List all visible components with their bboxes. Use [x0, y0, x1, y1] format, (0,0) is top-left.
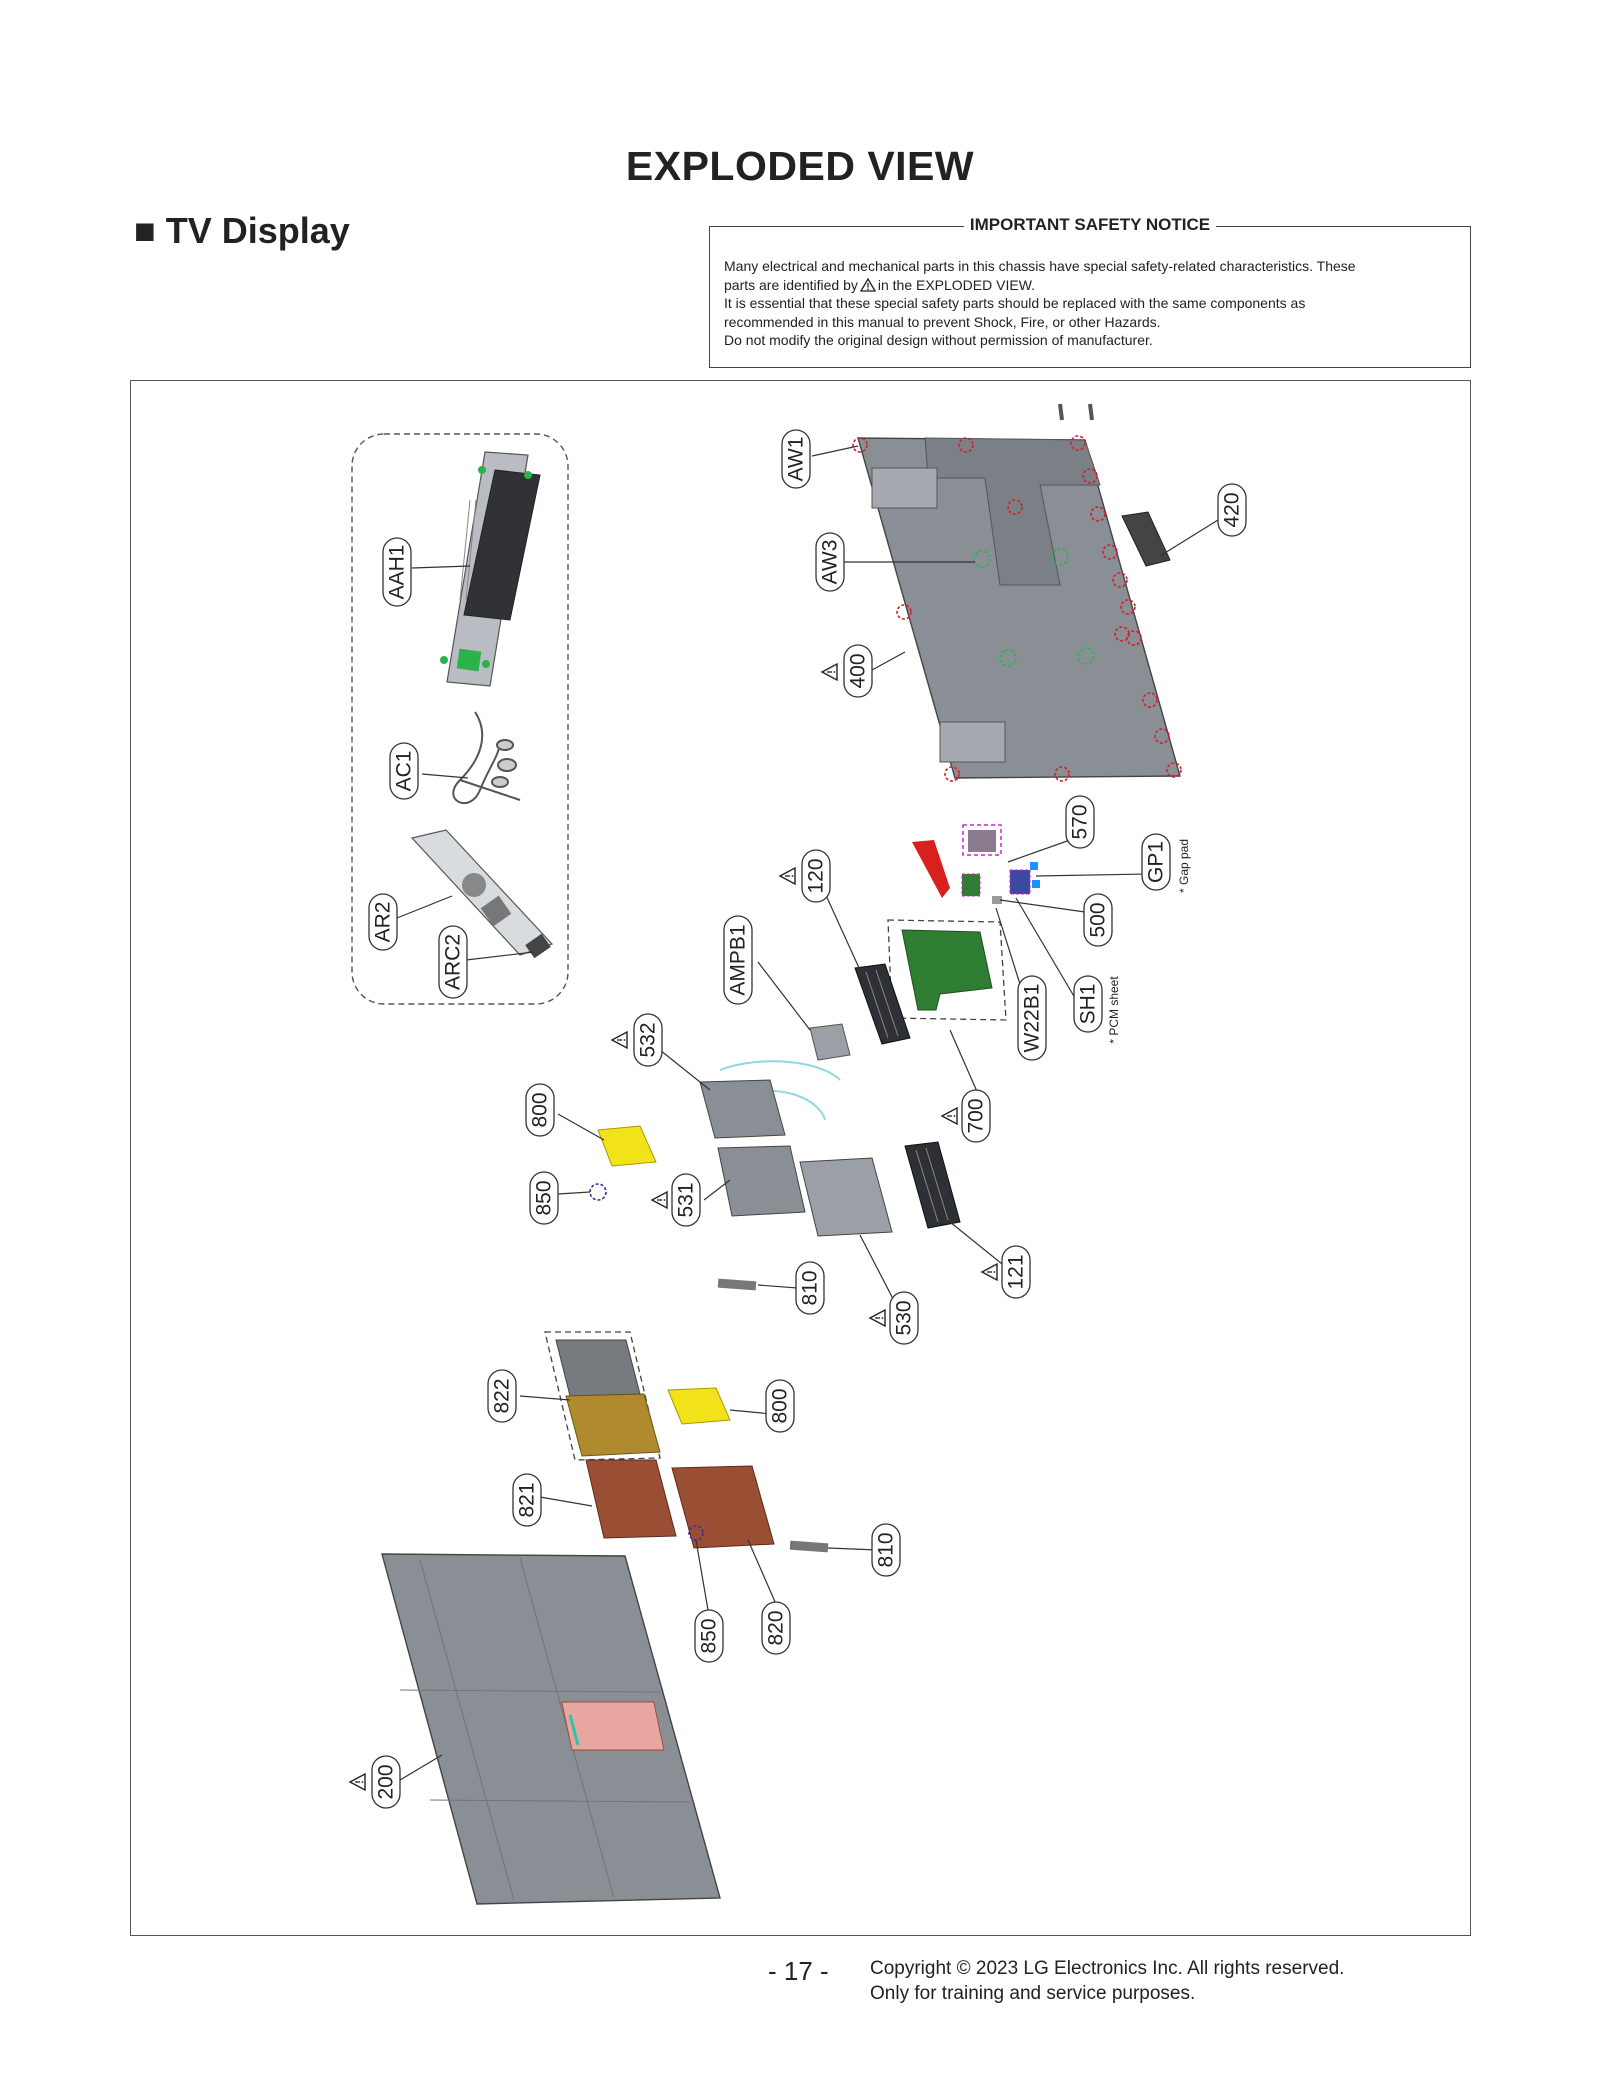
label-810b-text: 810: [874, 1532, 898, 1568]
shield-plates-part: [700, 1080, 892, 1236]
label-531: [672, 1174, 700, 1226]
label-arc2-text: ARC2: [441, 933, 465, 991]
notice-line-2b: in the EXPLODED VIEW.: [877, 276, 1036, 293]
label-121: [1002, 1246, 1030, 1298]
label-sh1: [1074, 976, 1102, 1032]
label-ac1-text: AC1: [392, 750, 416, 792]
safety-notice-heading: IMPORTANT SAFETY NOTICE: [964, 215, 1216, 234]
label-700-text: 700: [964, 1098, 988, 1134]
label-sh1-text: SH1: [1076, 983, 1100, 1025]
label-532-text: 532: [636, 1022, 660, 1058]
label-810a: [796, 1262, 824, 1314]
label-850b-text: 850: [697, 1618, 721, 1654]
label-200: [372, 1756, 400, 1808]
label-850a: [530, 1172, 558, 1224]
sheet-822-top-part: [556, 1340, 640, 1396]
label-aw3: [816, 533, 844, 591]
display-panel-200-part: [382, 1554, 720, 1904]
label-w22b1-text: W22B1: [1020, 983, 1044, 1053]
screw-850a-marker: [590, 1184, 606, 1200]
label-570-text: 570: [1068, 804, 1092, 840]
warning-530-icon: [870, 1310, 885, 1326]
copyright-line-1: Copyright © 2023 LG Electronics Inc. All rights reserved.: [870, 1958, 1345, 1979]
warning-200-icon: [350, 1774, 365, 1790]
notice-line-2a: parts are identified by: [724, 276, 858, 293]
label-822: [488, 1370, 516, 1422]
copyright-line-2: Only for training and service purposes.: [870, 1983, 1196, 2004]
label-120: [802, 850, 830, 902]
notice-line-3: It is essential that these special safety parts should be replaced with the same components as: [724, 295, 1306, 311]
label-arc2: [439, 926, 467, 998]
label-420-text: 420: [1220, 492, 1244, 528]
notice-line-1: Many electrical and mechanical parts in this chassis have special safety-related characteristics. These: [724, 258, 1356, 274]
page-number: - 17 -: [768, 1956, 829, 1986]
section-title: ■ TV Display: [134, 210, 350, 251]
copyright-block: [870, 1956, 1344, 2006]
label-400-text: 400: [846, 653, 870, 689]
label-120-text: 120: [804, 858, 828, 894]
warning-121-icon: [982, 1264, 997, 1280]
label-820: [762, 1602, 790, 1654]
label-ar2: [369, 894, 397, 950]
label-820-text: 820: [764, 1610, 788, 1646]
speaker-120-part: [855, 964, 910, 1044]
label-aah1: [383, 538, 411, 606]
warning-532-icon: [612, 1032, 627, 1048]
notice-line-5: Do not modify the original design without permission of manufacturer.: [724, 332, 1153, 348]
bar-810b-part: [790, 1541, 829, 1553]
label-531-text: 531: [674, 1182, 698, 1218]
label-500-text: 500: [1086, 902, 1110, 938]
yellow-pad-800b-part: [668, 1388, 730, 1424]
label-800a-text: 800: [528, 1092, 552, 1128]
rear-cover-400-part: [858, 438, 1180, 778]
label-850b: [695, 1610, 723, 1662]
label-ar2-text: AR2: [371, 901, 395, 943]
label-ampb1-text: AMPB1: [726, 924, 750, 996]
label-gp1-text: GP1: [1144, 840, 1168, 884]
label-aw3-text: AW3: [818, 539, 842, 585]
label-500: [1084, 894, 1112, 946]
warning-531-icon: [652, 1192, 667, 1208]
warning-700-icon: [942, 1108, 957, 1124]
label-420: [1218, 484, 1246, 536]
label-850a-text: 850: [532, 1180, 556, 1216]
label-121-text: 121: [1004, 1254, 1028, 1290]
label-aah1-text: AAH1: [385, 544, 409, 600]
sheet-822-part: [566, 1394, 660, 1456]
wall-bracket-part: [440, 452, 540, 686]
yellow-pad-800a-part: [598, 1126, 656, 1166]
label-aw1: [782, 430, 810, 488]
remote-part: [412, 830, 552, 958]
label-822-text: 822: [490, 1378, 514, 1414]
label-aw1-text: AW1: [784, 436, 808, 482]
bar-810a-part: [718, 1279, 757, 1291]
label-800b: [766, 1380, 794, 1432]
main-board-group: [888, 825, 1040, 1020]
label-800a: [526, 1084, 554, 1136]
label-530-text: 530: [892, 1300, 916, 1336]
label-530: [890, 1292, 918, 1344]
label-ampb1: [724, 916, 752, 1004]
label-810a-text: 810: [798, 1270, 822, 1306]
warning-120-icon: [780, 868, 795, 884]
sh1-note: * PCM sheet: [1107, 976, 1121, 1044]
notice-line-4: recommended in this manual to prevent Shock, Fire, or other Hazards.: [724, 313, 1161, 330]
label-200-text: 200: [374, 1764, 398, 1800]
label-570: [1066, 796, 1094, 848]
label-821: [513, 1474, 541, 1526]
page-title: EXPLODED VIEW: [625, 143, 975, 189]
label-800b-text: 800: [768, 1388, 792, 1424]
label-w22b1: [1018, 976, 1046, 1060]
warning-400-icon: [822, 664, 837, 680]
label-gp1: [1142, 834, 1170, 890]
gp1-note: * Gap pad: [1177, 838, 1191, 894]
label-ac1: [390, 743, 418, 799]
label-400: [844, 645, 872, 697]
label-532: [634, 1014, 662, 1066]
cable-part: [453, 712, 520, 803]
sheet-821-part: [586, 1460, 676, 1538]
label-821-text: 821: [515, 1482, 539, 1518]
label-700: [962, 1090, 990, 1142]
speaker-121-part: [905, 1142, 960, 1228]
sheet-820-part: [672, 1466, 774, 1548]
label-810b: [872, 1524, 900, 1576]
